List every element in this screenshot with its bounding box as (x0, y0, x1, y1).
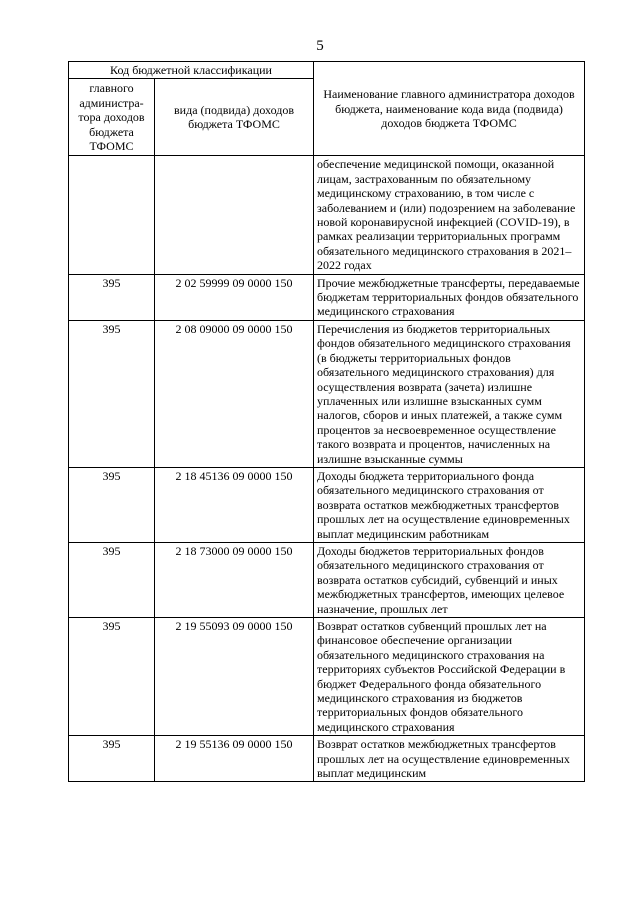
table-row (69, 736, 585, 782)
admin-code-cell: 395 (69, 274, 155, 320)
admin-code-cell: 395 (69, 542, 155, 617)
revenue-name-cell: Возврат остатков межбюджетных трансфертов прошлых лет на осуществление единовременных выплат медицинским (314, 736, 585, 782)
page-number: 5 (316, 38, 324, 54)
admin-code-cell: 395 (69, 467, 155, 542)
revenue-code-cell: 2 18 45136 09 0000 150 (155, 467, 314, 542)
header-code-column: вида (подвида) доходов бюджета ТФОМС (155, 79, 314, 156)
revenue-name-cell: Доходы бюджета территориального фонда обязательного медицинского страхования от возврата остатков межбюджетных трансфертов прошлых лет на осуществление единовременных выплат медицинским работникам (314, 467, 585, 542)
table-row (69, 274, 585, 320)
header-budget-classification: Код бюджетной классификации (69, 62, 314, 79)
revenue-code-cell: 2 08 09000 09 0000 150 (155, 320, 314, 467)
table-header (69, 62, 585, 156)
header-row-group (69, 62, 585, 79)
revenue-code-cell: 2 19 55093 09 0000 150 (155, 618, 314, 736)
table-row (69, 618, 585, 736)
table-row (69, 156, 585, 274)
revenue-name-cell: Доходы бюджетов территориальных фондов обязательного медицинского страхования от возврата остатков субсидий, субвенций и иных межбюджетных трансфертов, имеющих целевое назначение, прошлых лет (314, 542, 585, 617)
revenue-code-cell: 2 18 73000 09 0000 150 (155, 542, 314, 617)
admin-code-cell (69, 156, 155, 274)
revenue-name-cell: обеспечение медицинской помощи, оказанной лицам, застрахованным по обязательному медицинскому страхованию, в том числе с заболеванием и (или) подозрением на заболевание новой коронавирусной инфекцией (COVID-19), в рамках реализации территориальных программ обязательного медицинского страхования в 2021–2022 годах (314, 156, 585, 274)
table-row (69, 467, 585, 542)
revenue-name-cell: Перечисления из бюджетов территориальных фондов обязательного медицинского страхования (в бюджеты территориальных фондов обязательного медицинского страхования) для осуществления возврата (зачета) излишне уплаченных или излишне взысканных сумм налогов, сборов и иных платежей, а также сумм процентов за несвоевременное осуществление такого возврата и процентов, начисленных на излишне взысканные суммы (314, 320, 585, 467)
table-row (69, 542, 585, 617)
table-body (69, 156, 585, 782)
revenue-name-cell: Возврат остатков субвенций прошлых лет на финансовое обеспечение организации обязательного медицинского страхования на территориях субъектов Российской Федерации в бюджет Федерального фонда обязательного медицинского страхования из бюджетов территориальных фондов обязательного медицинского страхования (314, 618, 585, 736)
header-admin-column: главного администра-тора доходов бюджета ТФОМС (69, 79, 155, 156)
revenue-code-cell (155, 156, 314, 274)
header-name-column: Наименование главного администратора доходов бюджета, наименование кода вида (подвида) доходов бюджета ТФОМС (314, 62, 585, 156)
admin-code-cell: 395 (69, 618, 155, 736)
table-row (69, 320, 585, 467)
budget-classification-table (68, 61, 585, 782)
revenue-name-cell: Прочие межбюджетные трансферты, передаваемые бюджетам территориальных фондов обязательного медицинского страхования (314, 274, 585, 320)
admin-code-cell: 395 (69, 736, 155, 782)
revenue-code-cell: 2 19 55136 09 0000 150 (155, 736, 314, 782)
revenue-code-cell: 2 02 59999 09 0000 150 (155, 274, 314, 320)
admin-code-cell: 395 (69, 320, 155, 467)
